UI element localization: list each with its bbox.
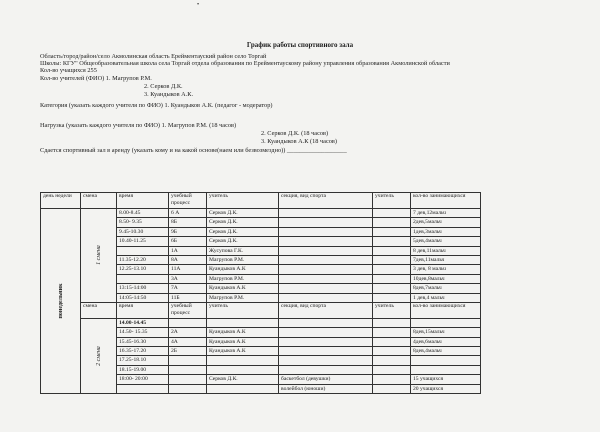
header-day: день недели [41, 193, 81, 209]
cell-time: 16.35-17.20 [117, 347, 169, 356]
cell-count: 8дев,15мальч [411, 328, 481, 337]
cell-time [117, 384, 169, 393]
cell-teacher2 [373, 347, 411, 356]
cell-process [169, 365, 207, 374]
cell-process [169, 356, 207, 365]
page-title: График работы спортивного зала [246, 41, 354, 49]
cell-process: 2А [169, 328, 207, 337]
cell-teacher: Жусупова Г.К. [207, 246, 279, 255]
cell-section [279, 293, 373, 302]
cell-count: 1дев,3мальч [411, 227, 481, 236]
cell-time: 14:05-14:50 [117, 293, 169, 302]
cell-process: 7А [169, 284, 207, 293]
cell-section [279, 318, 373, 327]
mid-header-process: учебный процесс [169, 302, 207, 318]
cell-process: 6Б [169, 237, 207, 246]
cell-time: 8.50- 9.35 [117, 218, 169, 227]
cell-teacher2 [373, 227, 411, 236]
cell-time: 18.15-19.00 [117, 365, 169, 374]
cell-teacher [207, 356, 279, 365]
cell-teacher: Магрупов Р.М. [207, 293, 279, 302]
header-count: кол-во занимающихся [411, 193, 481, 209]
cell-time: 18:00- 20:00 [117, 375, 169, 384]
mid-header-time: время [117, 302, 169, 318]
cell-process: 6 А [169, 209, 207, 218]
cell-time: 11.35-12.20 [117, 255, 169, 264]
mid-header-shift: смена [81, 302, 117, 318]
cell-count: 5дев,4мальч [411, 237, 481, 246]
cell-count: 4дев,6мальч [411, 337, 481, 346]
shift2-label-text: 2 смена [95, 346, 102, 366]
teachers-count-line: Кол-во учителей (ФИО) 1. Магрупов Р.М. [40, 75, 152, 82]
cell-section [279, 255, 373, 264]
cell-teacher2 [373, 356, 411, 365]
load1-line: Нагрузка (указать каждого учителя по ФИО) 1. Магрупов Р.М. (18 часов) [40, 122, 237, 129]
cell-process: 11А [169, 265, 207, 274]
cell-section [279, 328, 373, 337]
header-teacher2: учитель [373, 193, 411, 209]
cell-process [169, 318, 207, 327]
header-shift: смена [81, 193, 117, 209]
cell-time: 14.00-14.45 [117, 318, 169, 327]
cell-section [279, 337, 373, 346]
cell-time: 12.25-13.10 [117, 265, 169, 274]
cell-time: 13:15-14:00 [117, 284, 169, 293]
cell-teacher2 [373, 328, 411, 337]
cell-teacher2 [373, 337, 411, 346]
corner-mark: • [197, 2, 200, 8]
cell-time: 10.40-11.25 [117, 237, 169, 246]
cell-count: 1 дев,4 мальч [411, 293, 481, 302]
cell-teacher2 [373, 237, 411, 246]
cell-section: волейбол (юноши) [279, 384, 373, 393]
cell-section [279, 365, 373, 374]
category-line: Категория (указать каждого учителя по ФИО) 1. Куандыков А.К. (педагог - модератор) [40, 102, 273, 109]
load3-line: 3. Куандыков А.К (18 часов) [261, 138, 337, 145]
cell-teacher2 [373, 375, 411, 384]
cell-count [411, 365, 481, 374]
cell-teacher: Магрупов Р.М. [207, 274, 279, 283]
mid-header-row [41, 302, 481, 318]
header-section: секция, вид спорта [279, 193, 373, 209]
mid-header-count: кол-во занимающихся [411, 302, 481, 318]
header-process: учебный процесс [169, 193, 207, 209]
rent-line: Сдается спортивный зал в аренду (указать кому и на какой основе(наем или безвозмездно)) ___________________ [40, 147, 347, 154]
cell-time [117, 246, 169, 255]
cell-teacher: Куандыков А.К [207, 284, 279, 293]
cell-section: баскетбол (девушки) [279, 375, 373, 384]
cell-section [279, 347, 373, 356]
cell-count: 2дев,5мальч [411, 218, 481, 227]
region-line: Область/город/район/село Акмолинская область Ерейментауский район село Торгай [40, 53, 267, 60]
table-header-row [41, 193, 481, 209]
cell-section [279, 209, 373, 218]
cell-section [279, 284, 373, 293]
cell-teacher [207, 384, 279, 393]
cell-process: 9Б [169, 227, 207, 236]
cell-teacher2 [373, 274, 411, 283]
cell-teacher [207, 365, 279, 374]
cell-time: 15.45-16.30 [117, 337, 169, 346]
cell-process: 8Б [169, 218, 207, 227]
table-row [41, 209, 481, 218]
mid-header-section: секция, вид спорта [279, 302, 373, 318]
cell-section [279, 227, 373, 236]
cell-teacher2 [373, 255, 411, 264]
cell-process [169, 384, 207, 393]
cell-section [279, 356, 373, 365]
cell-teacher [207, 318, 279, 327]
cell-count [411, 356, 481, 365]
day-label-text: понедельник [57, 283, 64, 319]
cell-teacher: Куандыков А.К [207, 265, 279, 274]
cell-section [279, 274, 373, 283]
cell-process: 8А [169, 255, 207, 264]
cell-teacher: Куандыков А.К [207, 337, 279, 346]
cell-teacher2 [373, 246, 411, 255]
cell-count [411, 318, 481, 327]
cell-count: 3 дев, 8 мальч [411, 265, 481, 274]
teacher3-line: 3. Куандыков А.К. [144, 91, 194, 98]
shift2-label [81, 318, 117, 393]
cell-process: 3А [169, 274, 207, 283]
cell-time: 14.50- 15.35 [117, 328, 169, 337]
cell-count: 8дев,4мальч [411, 347, 481, 356]
cell-count: 7 дев,12мальч [411, 209, 481, 218]
teacher2-line: 2. Серков Д.К. [144, 83, 183, 90]
cell-teacher: Серков Д.К. [207, 227, 279, 236]
cell-teacher2 [373, 209, 411, 218]
table-row [41, 318, 481, 327]
header-teacher: учитель [207, 193, 279, 209]
mid-header-teacher: учитель [207, 302, 279, 318]
cell-teacher: Серков Д.К. [207, 375, 279, 384]
cell-teacher2 [373, 218, 411, 227]
cell-teacher: Серков Д.К. [207, 209, 279, 218]
cell-section [279, 218, 373, 227]
cell-teacher: Серков Д.К. [207, 218, 279, 227]
cell-teacher2 [373, 384, 411, 393]
cell-teacher2 [373, 293, 411, 302]
cell-count: 20 учащихся [411, 384, 481, 393]
cell-time: 9.45-10.30 [117, 227, 169, 236]
cell-teacher2 [373, 318, 411, 327]
mid-header-teacher2: учитель [373, 302, 411, 318]
header-time: время [117, 193, 169, 209]
cell-section [279, 246, 373, 255]
day-label [41, 209, 81, 394]
cell-process: 11Б [169, 293, 207, 302]
cell-teacher2 [373, 265, 411, 274]
load2-line: 2. Серков Д.К. (18 часов) [261, 130, 329, 137]
school-line: Школы: КГУ" Общеобразовательная школа села Торгай отдела образования по Ерейментаускому району управления образования Акмолинской области [40, 60, 450, 67]
cell-process: 1А [169, 246, 207, 255]
cell-time [117, 274, 169, 283]
cell-count: 10дев,8мальч [411, 274, 481, 283]
students-line: Кол-во учащихся 255 [40, 67, 97, 74]
cell-time: 8.00-8.45 [117, 209, 169, 218]
cell-process [169, 375, 207, 384]
cell-count: 7дев,11мальч [411, 255, 481, 264]
shift1-label-text: 1 смена [95, 245, 102, 266]
cell-teacher: Куандыков А.К [207, 347, 279, 356]
shift1-label [81, 209, 117, 303]
cell-process: 4А [169, 337, 207, 346]
cell-count: 8дев,7мальч [411, 284, 481, 293]
schedule-table [40, 192, 481, 394]
cell-teacher: Куандыков А.К [207, 328, 279, 337]
cell-teacher: Магрупов Р.М. [207, 255, 279, 264]
cell-section [279, 237, 373, 246]
cell-teacher2 [373, 284, 411, 293]
cell-count: 15 учащихся [411, 375, 481, 384]
cell-time: 17.25-18.10 [117, 356, 169, 365]
cell-count: 8 дев,11мальч [411, 246, 481, 255]
cell-teacher: Серков Д.К. [207, 237, 279, 246]
cell-process: 2Б [169, 347, 207, 356]
cell-teacher2 [373, 365, 411, 374]
cell-section [279, 265, 373, 274]
